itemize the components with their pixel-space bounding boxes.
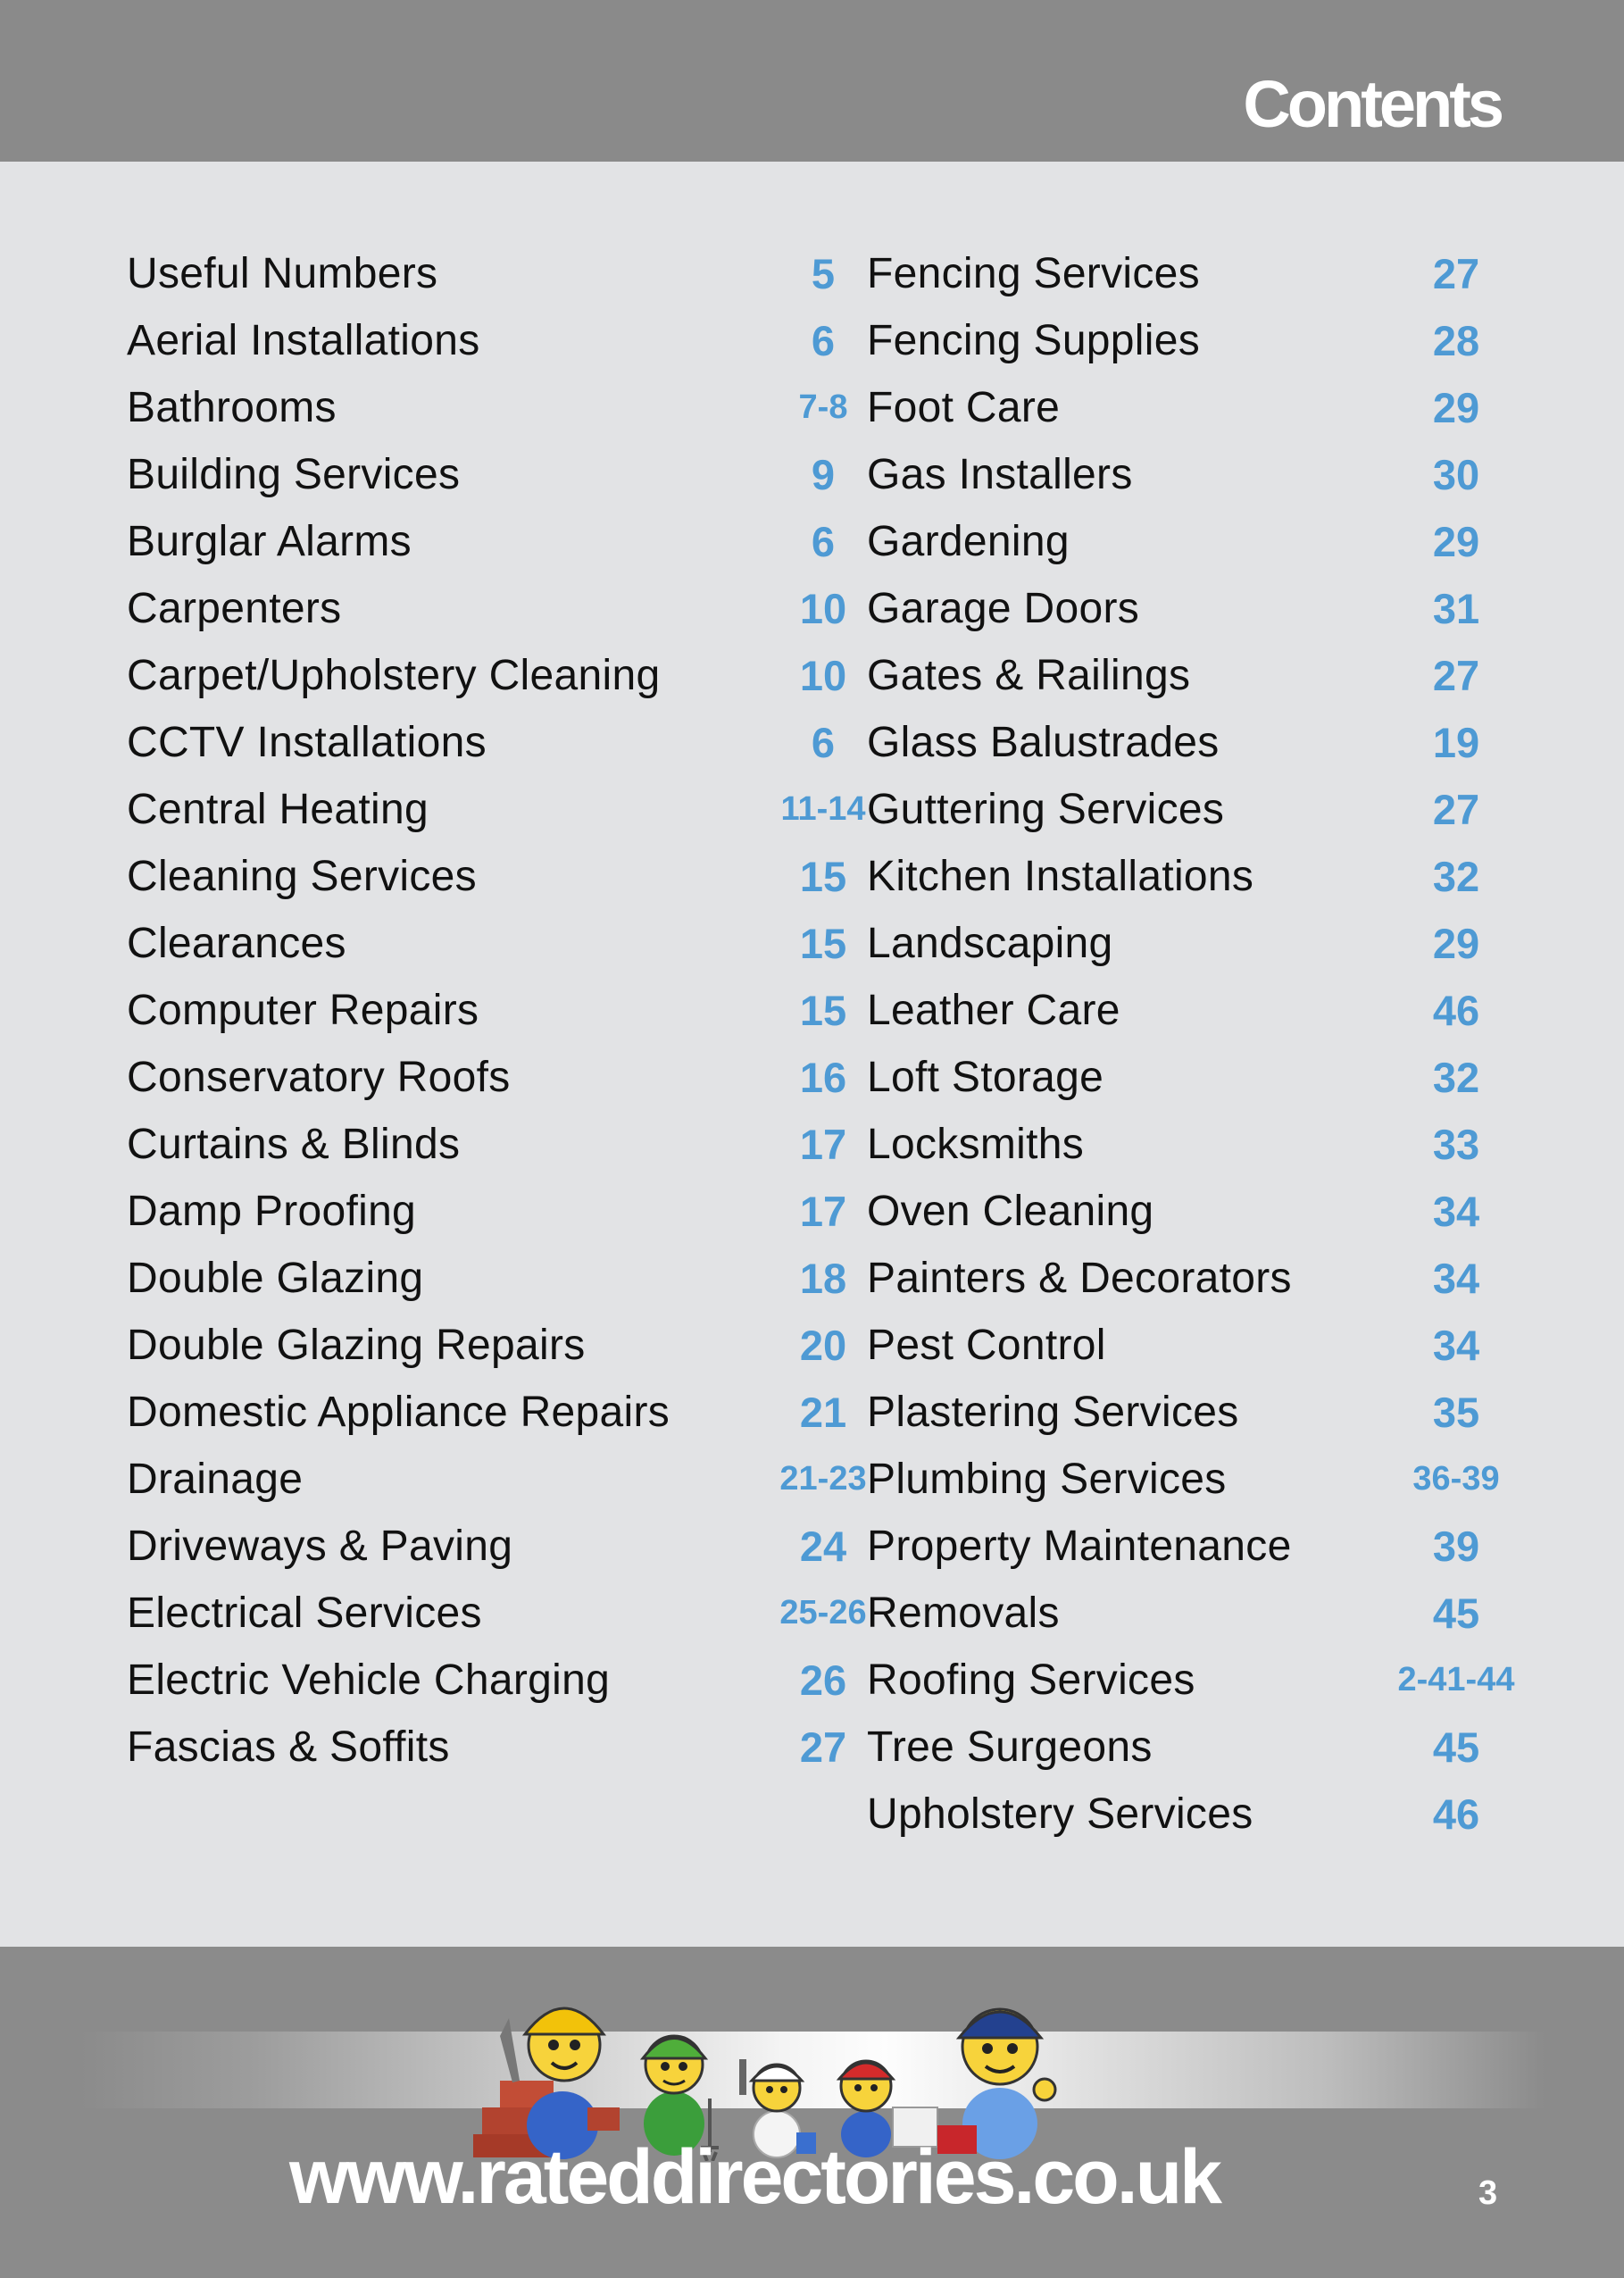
entry-label: Building Services bbox=[127, 451, 461, 498]
contents-entry bbox=[867, 1513, 1545, 1580]
contents-entry bbox=[867, 575, 1545, 642]
contents-column-right bbox=[867, 240, 1545, 1848]
entry-page-number: 21-23 bbox=[779, 1460, 867, 1498]
entry-label: Oven Cleaning bbox=[867, 1188, 1154, 1235]
contents-entry bbox=[867, 1245, 1545, 1312]
contents-column-left bbox=[127, 240, 867, 1781]
entry-page-number: 11-14 bbox=[780, 790, 866, 828]
contents-entry bbox=[127, 374, 848, 441]
entry-page-number: 34 bbox=[1432, 1255, 1480, 1302]
entry-label: Removals bbox=[867, 1590, 1060, 1637]
contents-entry bbox=[127, 1446, 867, 1513]
entry-page-number: 6 bbox=[811, 317, 836, 364]
entry-label: Tree Surgeons bbox=[867, 1723, 1153, 1771]
entry-label: Foot Care bbox=[867, 384, 1061, 431]
contents-entry bbox=[127, 642, 847, 709]
entry-page-number: 29 bbox=[1432, 384, 1480, 431]
entry-label: Fascias & Soffits bbox=[127, 1723, 450, 1771]
entry-page-number: 17 bbox=[799, 1121, 847, 1168]
contents-entry bbox=[867, 776, 1545, 843]
entry-label: Gates & Railings bbox=[867, 652, 1191, 699]
contents-entry bbox=[867, 508, 1545, 575]
entry-label: Double Glazing bbox=[127, 1255, 424, 1302]
entry-page-number: 27 bbox=[1432, 652, 1480, 699]
contents-entry bbox=[127, 508, 836, 575]
contents-entry bbox=[867, 1781, 1545, 1848]
contents-entry bbox=[867, 1647, 1545, 1714]
contents-entry bbox=[867, 1446, 1545, 1513]
contents-entry bbox=[127, 575, 847, 642]
entry-page-number: 34 bbox=[1432, 1322, 1480, 1369]
contents-entry bbox=[867, 240, 1545, 307]
entry-label: Plumbing Services bbox=[867, 1456, 1227, 1503]
contents-entry bbox=[867, 910, 1545, 977]
contents-entry bbox=[127, 240, 836, 307]
entry-label: Gardening bbox=[867, 518, 1070, 565]
contents-entry bbox=[867, 1044, 1545, 1111]
contents-entry bbox=[867, 1111, 1545, 1178]
entry-page-number: 5 bbox=[811, 250, 836, 297]
contents-entry bbox=[867, 1714, 1545, 1781]
entry-page-number: 34 bbox=[1432, 1188, 1480, 1235]
entry-label: Loft Storage bbox=[867, 1054, 1104, 1101]
entry-label: Useful Numbers bbox=[127, 250, 438, 297]
contents-entry bbox=[867, 709, 1545, 776]
entry-label: Upholstery Services bbox=[867, 1790, 1253, 1838]
entry-label: Pest Control bbox=[867, 1322, 1106, 1369]
entry-page-number: 29 bbox=[1432, 518, 1480, 565]
entry-label: Burglar Alarms bbox=[127, 518, 412, 565]
entry-page-number: 18 bbox=[799, 1255, 847, 1302]
contents-entry bbox=[867, 441, 1545, 508]
entry-label: CCTV Installations bbox=[127, 719, 487, 766]
contents-entry bbox=[867, 374, 1545, 441]
entry-page-number: 19 bbox=[1432, 719, 1480, 766]
entry-label: Painters & Decorators bbox=[867, 1255, 1292, 1302]
entry-page-number: 36-39 bbox=[1412, 1460, 1500, 1498]
entry-label: Carpenters bbox=[127, 585, 342, 632]
entry-label: Roofing Services bbox=[867, 1656, 1195, 1704]
entry-label: Glass Balustrades bbox=[867, 719, 1220, 766]
page-number: 3 bbox=[1478, 2174, 1498, 2212]
entry-label: Property Maintenance bbox=[867, 1523, 1292, 1570]
entry-page-number: 27 bbox=[799, 1723, 847, 1771]
contents-entry bbox=[867, 977, 1545, 1044]
entry-page-number: 26 bbox=[799, 1656, 847, 1704]
contents-entry bbox=[127, 441, 836, 508]
entry-label: Garage Doors bbox=[867, 585, 1140, 632]
entry-page-number: 20 bbox=[799, 1322, 847, 1369]
contents-entry bbox=[867, 307, 1545, 374]
contents-entry bbox=[127, 1312, 847, 1379]
entry-page-number: 31 bbox=[1432, 585, 1480, 632]
entry-page-number: 10 bbox=[799, 652, 847, 699]
entry-label: Clearances bbox=[127, 920, 346, 967]
entry-page-number: 27 bbox=[1432, 250, 1480, 297]
entry-page-number: 46 bbox=[1432, 1790, 1480, 1838]
contents-entry bbox=[127, 1379, 847, 1446]
contents-entry bbox=[867, 843, 1545, 910]
tradesmen-mascots-illustration bbox=[473, 1973, 1080, 2161]
entry-label: Damp Proofing bbox=[127, 1188, 417, 1235]
entry-label: Double Glazing Repairs bbox=[127, 1322, 586, 1369]
entry-page-number: 17 bbox=[799, 1188, 847, 1235]
entry-label: Central Heating bbox=[127, 786, 429, 833]
entry-label: Kitchen Installations bbox=[867, 853, 1254, 900]
entry-page-number: 7-8 bbox=[798, 388, 848, 426]
contents-entry bbox=[127, 1580, 867, 1647]
entry-label: Domestic Appliance Repairs bbox=[127, 1389, 670, 1436]
entry-page-number: 24 bbox=[799, 1523, 847, 1570]
entry-label: Electric Vehicle Charging bbox=[127, 1656, 611, 1704]
contents-entry bbox=[127, 1044, 847, 1111]
contents-entry bbox=[867, 1312, 1545, 1379]
entry-page-number: 46 bbox=[1432, 987, 1480, 1034]
entry-page-number: 32 bbox=[1432, 853, 1480, 900]
entry-page-number: 6 bbox=[811, 719, 836, 766]
entry-label: Landscaping bbox=[867, 920, 1113, 967]
entry-label: Conservatory Roofs bbox=[127, 1054, 511, 1101]
contents-entry bbox=[867, 1379, 1545, 1446]
entry-page-number: 15 bbox=[799, 853, 847, 900]
entry-page-number: 9 bbox=[811, 451, 836, 498]
page-title: Contents bbox=[1243, 67, 1501, 141]
contents-entry bbox=[127, 1647, 847, 1714]
contents-entry bbox=[127, 776, 866, 843]
entry-page-number: 28 bbox=[1432, 317, 1480, 364]
header-bar bbox=[0, 0, 1624, 162]
entry-label: Drainage bbox=[127, 1456, 304, 1503]
entry-page-number: 35 bbox=[1432, 1389, 1480, 1436]
entry-label: Gas Installers bbox=[867, 451, 1133, 498]
entry-page-number: 6 bbox=[811, 518, 836, 565]
entry-label: Cleaning Services bbox=[127, 853, 477, 900]
entry-page-number: 21 bbox=[799, 1389, 847, 1436]
entry-label: Locksmiths bbox=[867, 1121, 1085, 1168]
entry-label: Fencing Services bbox=[867, 250, 1200, 297]
footer-bar bbox=[0, 1947, 1624, 2278]
entry-page-number: 15 bbox=[799, 987, 847, 1034]
contents-entry bbox=[127, 307, 836, 374]
entry-label: Guttering Services bbox=[867, 786, 1225, 833]
entry-page-number: 16 bbox=[799, 1054, 847, 1101]
contents-entry bbox=[127, 1513, 847, 1580]
entry-page-number: 10 bbox=[799, 585, 847, 632]
entry-page-number: 32 bbox=[1432, 1054, 1480, 1101]
entry-label: Carpet/Upholstery Cleaning bbox=[127, 652, 661, 699]
entry-page-number: 27 bbox=[1432, 786, 1480, 833]
entry-page-number: 30 bbox=[1432, 451, 1480, 498]
contents-entry bbox=[127, 1714, 847, 1781]
entry-label: Computer Repairs bbox=[127, 987, 479, 1034]
website-url: www.rateddirectories.co.uk bbox=[289, 2134, 1220, 2220]
entry-label: Curtains & Blinds bbox=[127, 1121, 461, 1168]
contents-entry bbox=[127, 1245, 847, 1312]
contents-entry bbox=[127, 843, 847, 910]
contents-entry bbox=[127, 1178, 847, 1245]
entry-label: Fencing Supplies bbox=[867, 317, 1201, 364]
entry-page-number: 39 bbox=[1432, 1523, 1480, 1570]
entry-label: Plastering Services bbox=[867, 1389, 1239, 1436]
entry-page-number: 15 bbox=[799, 920, 847, 967]
contents-entry bbox=[127, 1111, 847, 1178]
entry-label: Electrical Services bbox=[127, 1590, 482, 1637]
contents-entry bbox=[127, 910, 847, 977]
entry-label: Bathrooms bbox=[127, 384, 337, 431]
contents-entry bbox=[867, 1580, 1545, 1647]
entry-label: Leather Care bbox=[867, 987, 1120, 1034]
entry-page-number: 25-26 bbox=[779, 1594, 867, 1631]
entry-page-number: 2-41-44 bbox=[1397, 1661, 1515, 1698]
entry-page-number: 33 bbox=[1432, 1121, 1480, 1168]
contents-entry bbox=[127, 709, 836, 776]
contents-entry bbox=[867, 1178, 1545, 1245]
entry-page-number: 45 bbox=[1432, 1590, 1480, 1637]
entry-label: Driveways & Paving bbox=[127, 1523, 513, 1570]
contents-entry bbox=[127, 977, 847, 1044]
entry-page-number: 45 bbox=[1432, 1723, 1480, 1771]
contents-entry bbox=[867, 642, 1545, 709]
entry-label: Aerial Installations bbox=[127, 317, 480, 364]
entry-page-number: 29 bbox=[1432, 920, 1480, 967]
